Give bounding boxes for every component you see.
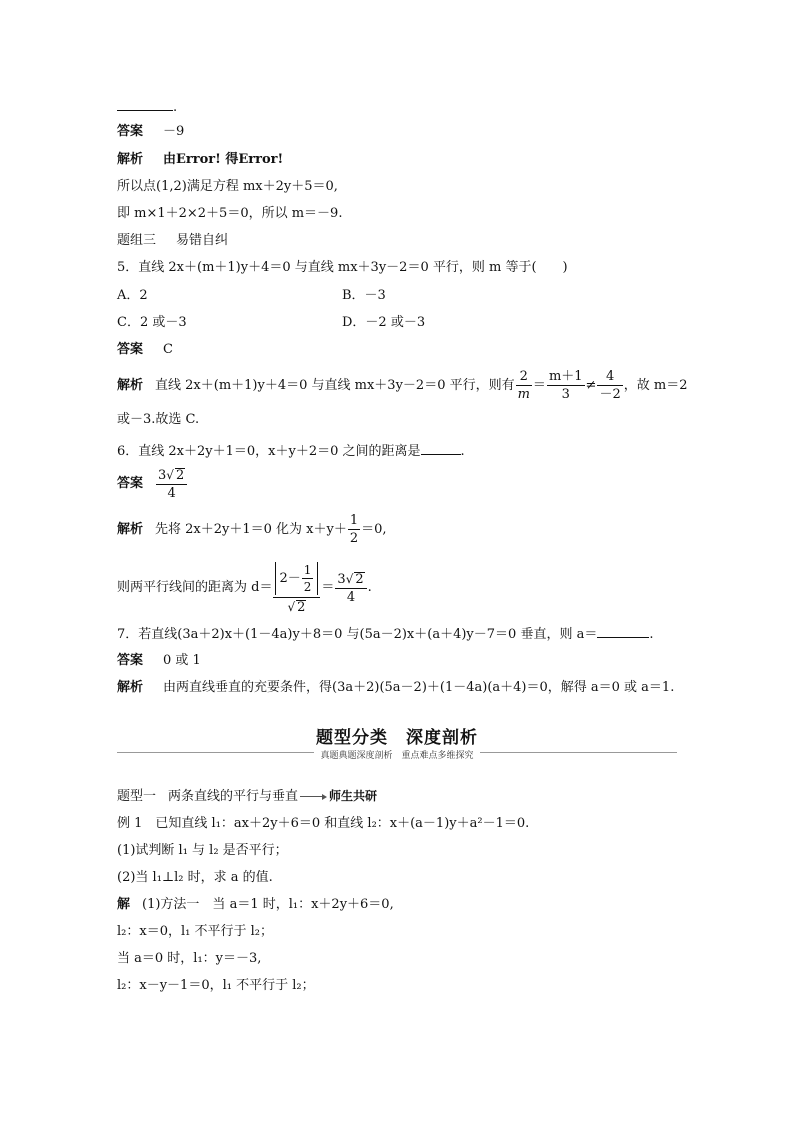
fraction-numerator: 2 [516, 370, 532, 386]
q7-stem-text: 7．若直线(3a＋2)x＋(1－4a)y＋8＝0 与(5a－2)x＋(a＋4)y－7＝0 垂直，则 a＝ [117, 627, 598, 642]
fraction-denominator: 4 [167, 485, 176, 501]
answer-label: 答案 [117, 653, 144, 668]
fraction-denominator: 3 [561, 387, 570, 402]
not-equal-sign: ≠ [585, 378, 597, 393]
banner-title: 题型分类 深度剖析 [316, 728, 478, 748]
fraction-numerator [273, 562, 320, 598]
analysis-text: 由两直线垂直的充要条件，得(3a＋2)(5a－2)＋(1－4a)(a＋4)＝0，解得 a＝0 或 a＝1. [163, 680, 675, 695]
analysis-text: 由Error! 得Error! [163, 152, 284, 167]
radical-sign: √ [166, 467, 174, 482]
fraction-denominator [273, 598, 320, 614]
type1-label: 题型一 [117, 789, 157, 804]
example1-solution-line1 [117, 896, 394, 914]
period: . [173, 100, 178, 115]
fraction-numerator [156, 468, 187, 485]
q6-answer [117, 464, 188, 504]
analysis-label: 解析 [117, 680, 144, 695]
group3-title: 易错自纠 [176, 233, 229, 248]
q5-option-a: A．2 [117, 288, 148, 303]
banner-subtitle-wrap [117, 747, 677, 762]
fraction-denominator: 2 [303, 579, 312, 594]
q5-analysis-line2: 或－3.故选 C. [117, 412, 200, 427]
fraction-one-half [348, 514, 360, 545]
example1-solution-line2: l₂：x＝0，l₁ 不平行于 l₂； [117, 924, 273, 939]
fraction-denominator: m [517, 387, 530, 402]
example1-question1: (1)试判断 l₁ 与 l₂ 是否平行； [117, 843, 288, 858]
arrow-tag [298, 787, 377, 805]
analysis-pre: 先将 2x＋2y＋1＝0 化为 x＋y＋ [155, 522, 347, 537]
solution-label: 解 [117, 897, 131, 912]
example1-question2: (2)当 l₁⊥l₂ 时，求 a 的值. [117, 870, 273, 885]
q5-option-c: C．2 或－3 [117, 315, 187, 330]
q6-analysis [117, 510, 387, 550]
banner-subtitle: 真题典题深度剖析 重点难点多维探究 [314, 751, 479, 761]
section-banner [117, 723, 677, 763]
analysis-label: 解析 [117, 378, 144, 393]
period: . [649, 627, 654, 642]
result-fraction [335, 572, 366, 604]
fraction-numerator: 1 [349, 513, 359, 528]
abs-inner-text: 2－ [279, 570, 301, 586]
absolute-value [275, 562, 318, 595]
fraction-denominator: 4 [346, 589, 356, 605]
analysis-label: 解析 [117, 522, 144, 537]
q4-answer [117, 123, 184, 141]
answer-blank [421, 441, 461, 455]
answer-blank [597, 624, 649, 638]
fraction-denominator: －2 [599, 387, 621, 402]
q5-option-d: D．－2 或－3 [342, 315, 426, 330]
tag-label: 师生共研 [329, 789, 378, 803]
example1-solution-line4: l₂：x－y－1＝0，l₁ 不平行于 l₂； [117, 978, 315, 993]
fraction-4-over-neg2 [597, 370, 622, 401]
fraction-numerator: m＋1 [548, 369, 583, 384]
type1-heading [117, 787, 377, 806]
fraction-numerator: 1 [303, 562, 312, 577]
answer-value: C [163, 342, 173, 357]
group3-heading [117, 232, 228, 250]
arrow-right-icon [322, 794, 327, 800]
answer-blank [117, 97, 173, 111]
q5-stem: 5．直线 2x＋(m＋1)y＋4＝0 与直线 mx＋3y－2＝0 平行，则 m 等于( ) [117, 260, 568, 275]
q7-analysis [117, 679, 674, 697]
distance-pre: 则两平行线间的距离为 d＝ [117, 580, 273, 595]
analysis-pre: 直线 2x＋(m＋1)y＋4＝0 与直线 mx＋3y－2＝0 平行，则有 [155, 378, 515, 393]
q4-analysis [117, 151, 283, 169]
q6-stem-text: 6．直线 2x＋2y＋1＝0，x＋y＋2＝0 之间的距离是 [117, 444, 421, 459]
answer-fraction [156, 468, 187, 500]
coefficient: 3 [337, 571, 346, 587]
q4-blank-line [117, 97, 177, 117]
radical-sign: √ [287, 599, 296, 614]
example1-solution-line3: 当 a＝0 时，l₁：y＝－3, [117, 951, 262, 966]
group3-label: 题组三 [117, 233, 157, 248]
fraction-numerator: 4 [597, 370, 622, 386]
analysis-label: 解析 [117, 152, 144, 167]
answer-label: 答案 [117, 342, 144, 357]
coefficient: 3 [158, 467, 167, 483]
equals-sign: ＝ [532, 378, 546, 393]
example1-stem: 例 1 已知直线 l₁：ax＋2y＋6＝0 和直线 l₂：x＋(a－1)y＋a²－1＝0. [117, 816, 530, 831]
fraction-m-plus-1-over-3 [547, 370, 585, 401]
analysis-post: ，故 m＝2 [623, 378, 688, 393]
fraction-2-over-m [516, 370, 532, 401]
fraction-numerator [335, 572, 366, 589]
q5-option-b: B．－3 [342, 288, 386, 303]
period: . [460, 444, 465, 459]
type1-title: 两条直线的平行与垂直 [168, 789, 299, 804]
q5-analysis [117, 366, 687, 406]
radicand: 2 [175, 467, 185, 483]
answer-value: 0 或 1 [163, 653, 201, 668]
q4-analysis-line2: 所以点(1,2)满足方程 mx＋2y＋5＝0, [117, 179, 338, 194]
radicand: 2 [355, 571, 364, 587]
q7-answer [117, 652, 201, 670]
answer-label: 答案 [117, 476, 144, 491]
period: . [367, 580, 372, 595]
arrow-shaft [300, 796, 322, 797]
q4-analysis-line3: 即 m×1＋2×2＋5＝0，所以 m＝－9. [117, 206, 343, 221]
fraction-one-half [302, 564, 314, 593]
equals-sign: ＝ [321, 580, 335, 595]
analysis-post: ＝0, [361, 522, 387, 537]
q6-stem [117, 441, 465, 461]
answer-value: －9 [163, 124, 185, 139]
q7-stem [117, 624, 653, 644]
answer-label: 答案 [117, 124, 144, 139]
radicand: 2 [297, 599, 306, 615]
distance-fraction [273, 562, 320, 614]
q6-distance [117, 558, 372, 618]
solution-text: (1)方法一 当 a＝1 时，l₁：x＋2y＋6＝0, [142, 897, 394, 912]
fraction-denominator: 2 [349, 531, 359, 546]
radical-sign: √ [345, 571, 354, 586]
q5-answer [117, 341, 173, 359]
